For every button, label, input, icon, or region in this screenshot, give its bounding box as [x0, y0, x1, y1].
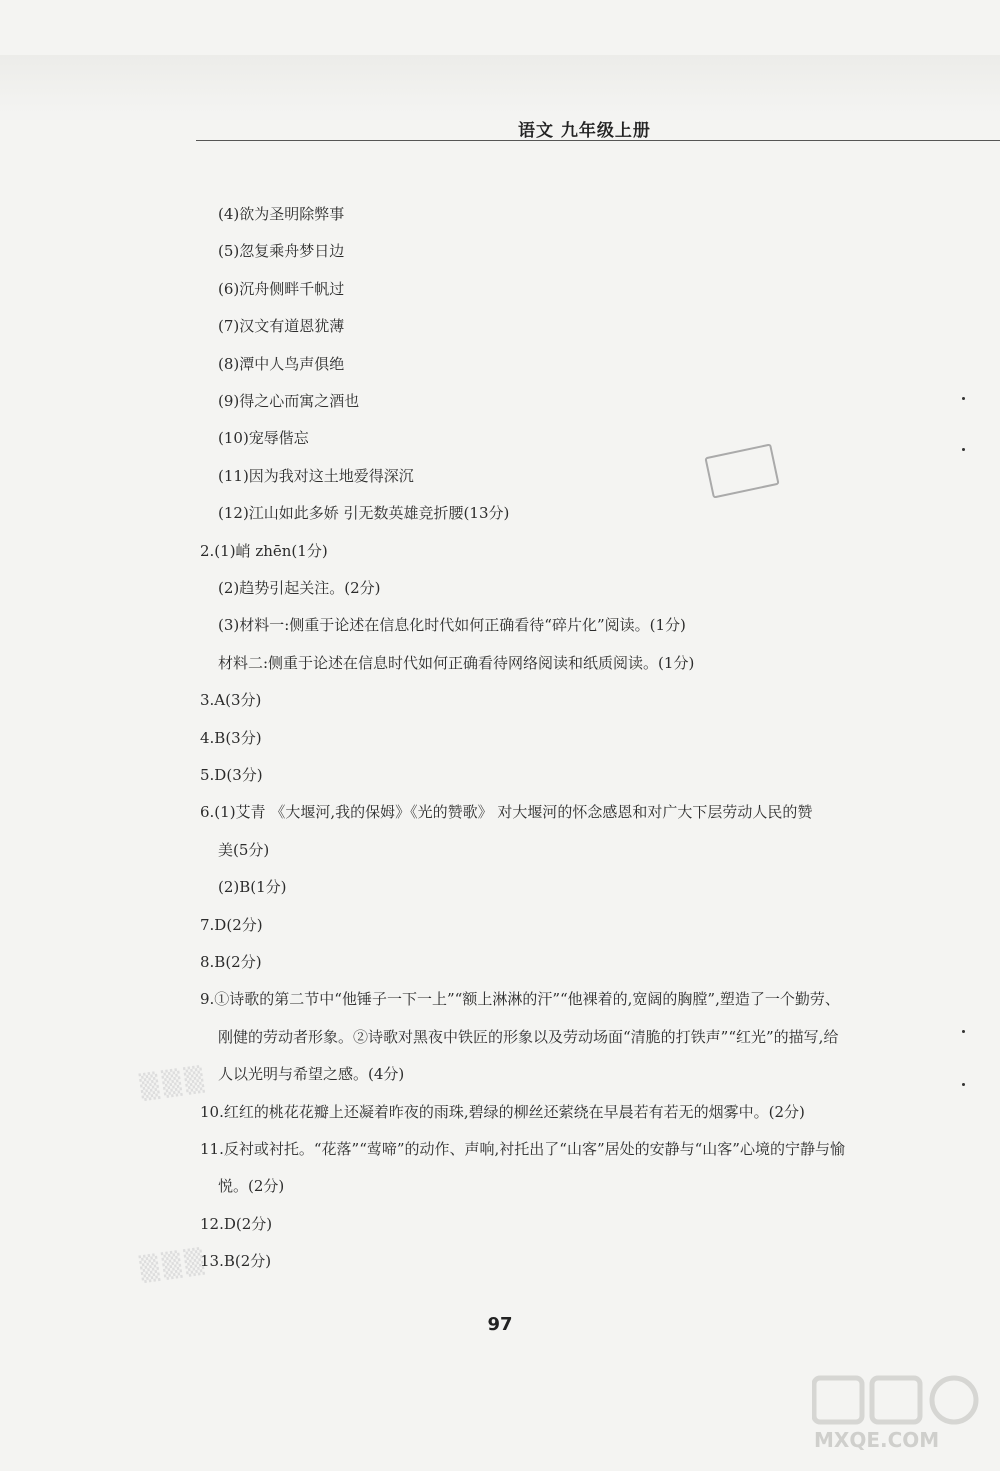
- answer-line: (9)得之心而寓之酒也: [218, 392, 360, 410]
- answer-line: 悦。(2分): [218, 1177, 285, 1196]
- answer-line: (2)趋势引起关注。(2分): [218, 579, 381, 597]
- page-number: 97: [487, 1314, 513, 1335]
- answer-line: 13.B(2分): [200, 1252, 272, 1271]
- answer-line: (6)沉舟侧畔千帆过: [218, 279, 345, 298]
- answer-line: 5.D(3分): [200, 766, 263, 784]
- answer-line: 7.D(2分): [200, 915, 263, 934]
- site-watermark: [812, 1372, 992, 1462]
- faint-stamp-mark: [704, 443, 779, 498]
- answer-line: (7)汉文有道恩犹薄: [218, 317, 345, 336]
- scan-shadow-band: [0, 55, 1000, 115]
- speck: [962, 1083, 965, 1086]
- answer-line: (10)宠辱偕忘: [218, 429, 309, 448]
- answer-line: 8.B(2分): [200, 953, 262, 971]
- watermark-url: MXQE.COM: [814, 1428, 940, 1452]
- header-title: 语文 九年级上册: [518, 121, 651, 141]
- answer-line: 材料二:侧重于论述在信息时代如何正确看待网络阅读和纸质阅读。(1分): [218, 653, 695, 672]
- answer-line: (8)潭中人鸟声俱绝: [218, 354, 345, 373]
- answer-line: 美(5分): [218, 840, 270, 859]
- answer-line: 人以光明与希望之感。(4分): [218, 1065, 405, 1084]
- bleed-through-mark: ▒▒▒: [138, 1063, 210, 1102]
- answer-line: (12)江山如此多娇 引无数英雄竞折腰(13分): [218, 504, 510, 523]
- answer-line: 12.D(2分): [200, 1214, 273, 1233]
- answer-line: 9.①诗歌的第二节中“他锤子一下一上”“额上淋淋的汗”“他裸着的,宽阔的胸膛”,塑造了一个勤劳、: [200, 990, 840, 1009]
- bleed-through-mark: ▒▒▒: [138, 1245, 210, 1284]
- answer-line: (5)忽复乘舟梦日边: [218, 242, 345, 261]
- speck: [962, 448, 965, 451]
- answer-line: (3)材料一:侧重于论述在信息化时代如何正确看待“碎片化”阅读。(1分): [218, 616, 686, 635]
- answer-line: 2.(1)峭 zhēn(1分): [200, 541, 328, 560]
- answer-line: 刚健的劳动者形象。②诗歌对黑夜中铁匠的形象以及劳动场面“清脆的打铁声”“红光”的描写,给: [218, 1027, 839, 1046]
- answer-line: 6.(1)艾青 《大堰河,我的保姆》《光的赞歌》 对大堰河的怀念感恩和对广大下层劳动人民的赞: [200, 803, 813, 822]
- answer-line: 11.反衬或衬托。“花落”“莺啼”的动作、声响,衬托出了“山客”居处的安静与“山客”心境的宁静与愉: [200, 1140, 845, 1158]
- answer-line: 3.A(3分): [200, 691, 262, 710]
- answer-line: (4)欲为圣明除弊事: [218, 205, 345, 223]
- answer-line: 10.红红的桃花花瓣上还凝着昨夜的雨珠,碧绿的柳丝还萦绕在早晨若有若无的烟雾中。(2分): [200, 1102, 805, 1121]
- answer-line: 4.B(3分): [200, 728, 262, 747]
- speck: [962, 397, 965, 400]
- answer-line: (2)B(1分): [218, 878, 287, 897]
- speck: [962, 1030, 965, 1033]
- answer-line: (11)因为我对这土地爱得深沉: [218, 466, 414, 485]
- page-header: [196, 116, 1000, 141]
- watermark-logo-icon: [812, 1372, 982, 1428]
